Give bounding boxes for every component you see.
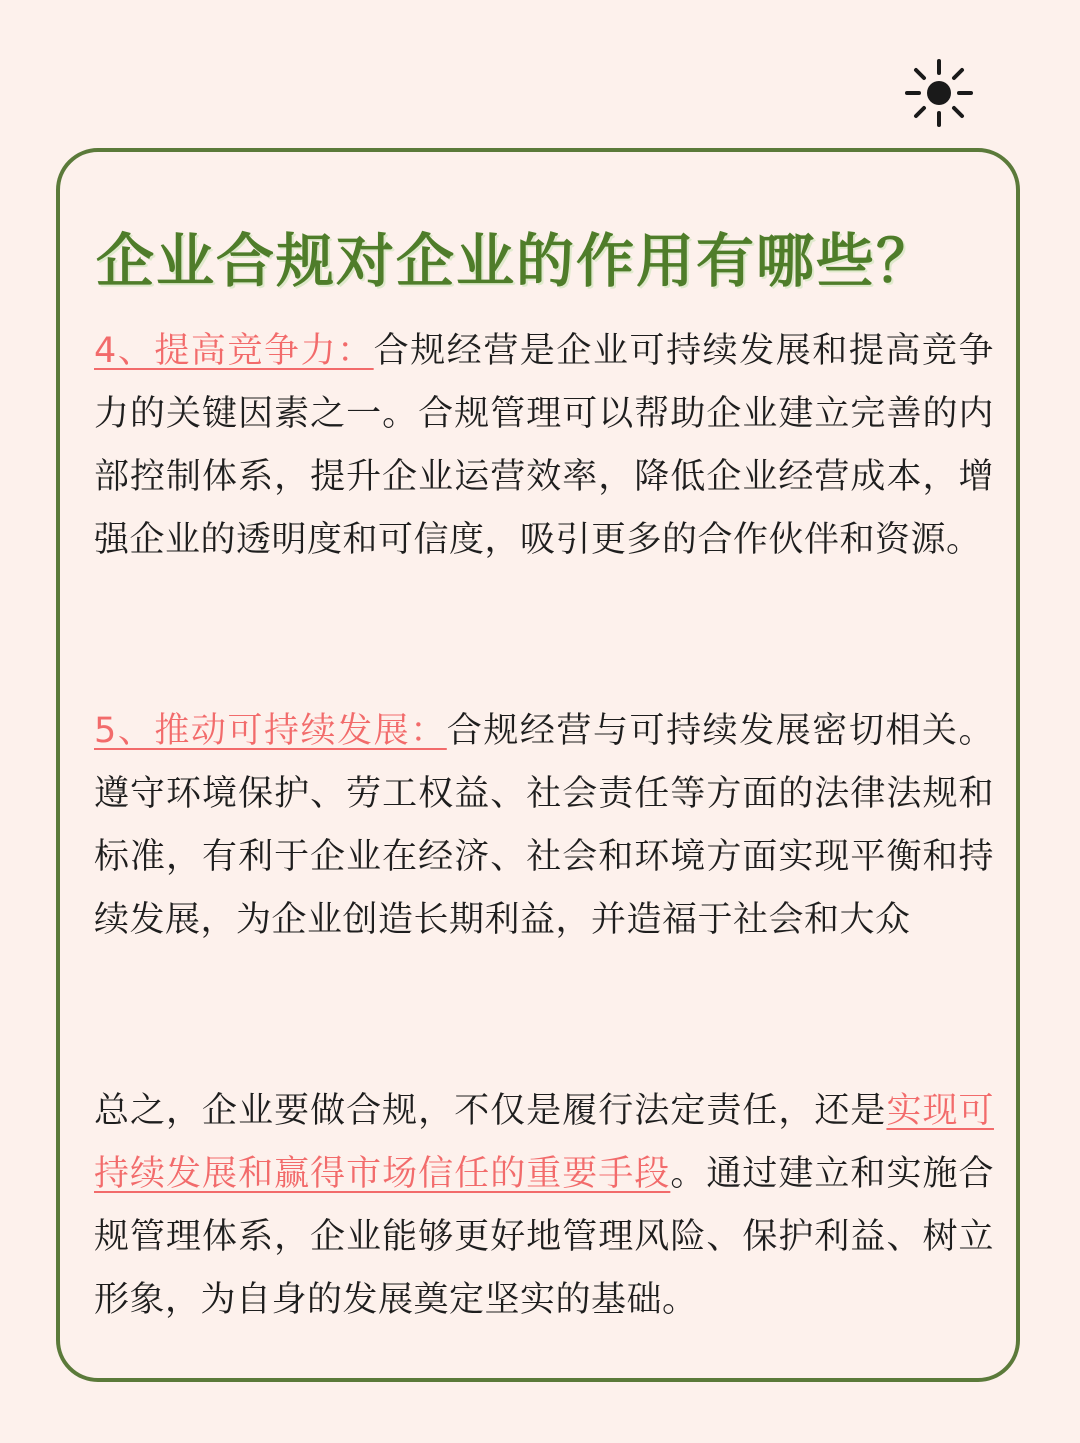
conclusion-tail: 。通过建立和实施合规管理体系，企业能够更好地管理风险、保护利益、树立形象，为自身的发展奠定坚实的基础。 bbox=[94, 1154, 994, 1320]
conclusion-highlight: 实现可持续发展和赢得市场信任的重要手段 bbox=[94, 1091, 994, 1194]
section-body: 合规经营是企业可持续发展和提高竞争力的关键因素之一。合规管理可以帮助企业建立完善的内部控制体系，提升企业运营效率，降低企业经营成本，增强企业的透明度和可信度，吸引更多的合作伙伴和资源。 bbox=[94, 331, 994, 560]
conclusion-lead: 总之，企业要做合规，不仅是履行法定责任，还是 bbox=[94, 1091, 887, 1131]
sun-icon bbox=[904, 58, 974, 128]
conclusion-paragraph bbox=[94, 1080, 994, 1332]
section-body: 合规经营与可持续发展密切相关。遵守环境保护、劳工权益、社会责任等方面的法律法规和标准，有利于企业在经济、社会和环境方面实现平衡和持续发展，为企业创造长期利益，并造福于社会和大众 bbox=[94, 711, 994, 940]
section-sustainability bbox=[94, 700, 994, 952]
section-competitiveness bbox=[94, 320, 994, 572]
page-title: 企业合规对企业的作用有哪些？ bbox=[96, 227, 937, 295]
section-heading: 5、推动可持续发展： bbox=[94, 711, 447, 751]
section-heading: 4、提高竞争力： bbox=[94, 331, 374, 371]
content-card bbox=[56, 148, 1020, 1382]
